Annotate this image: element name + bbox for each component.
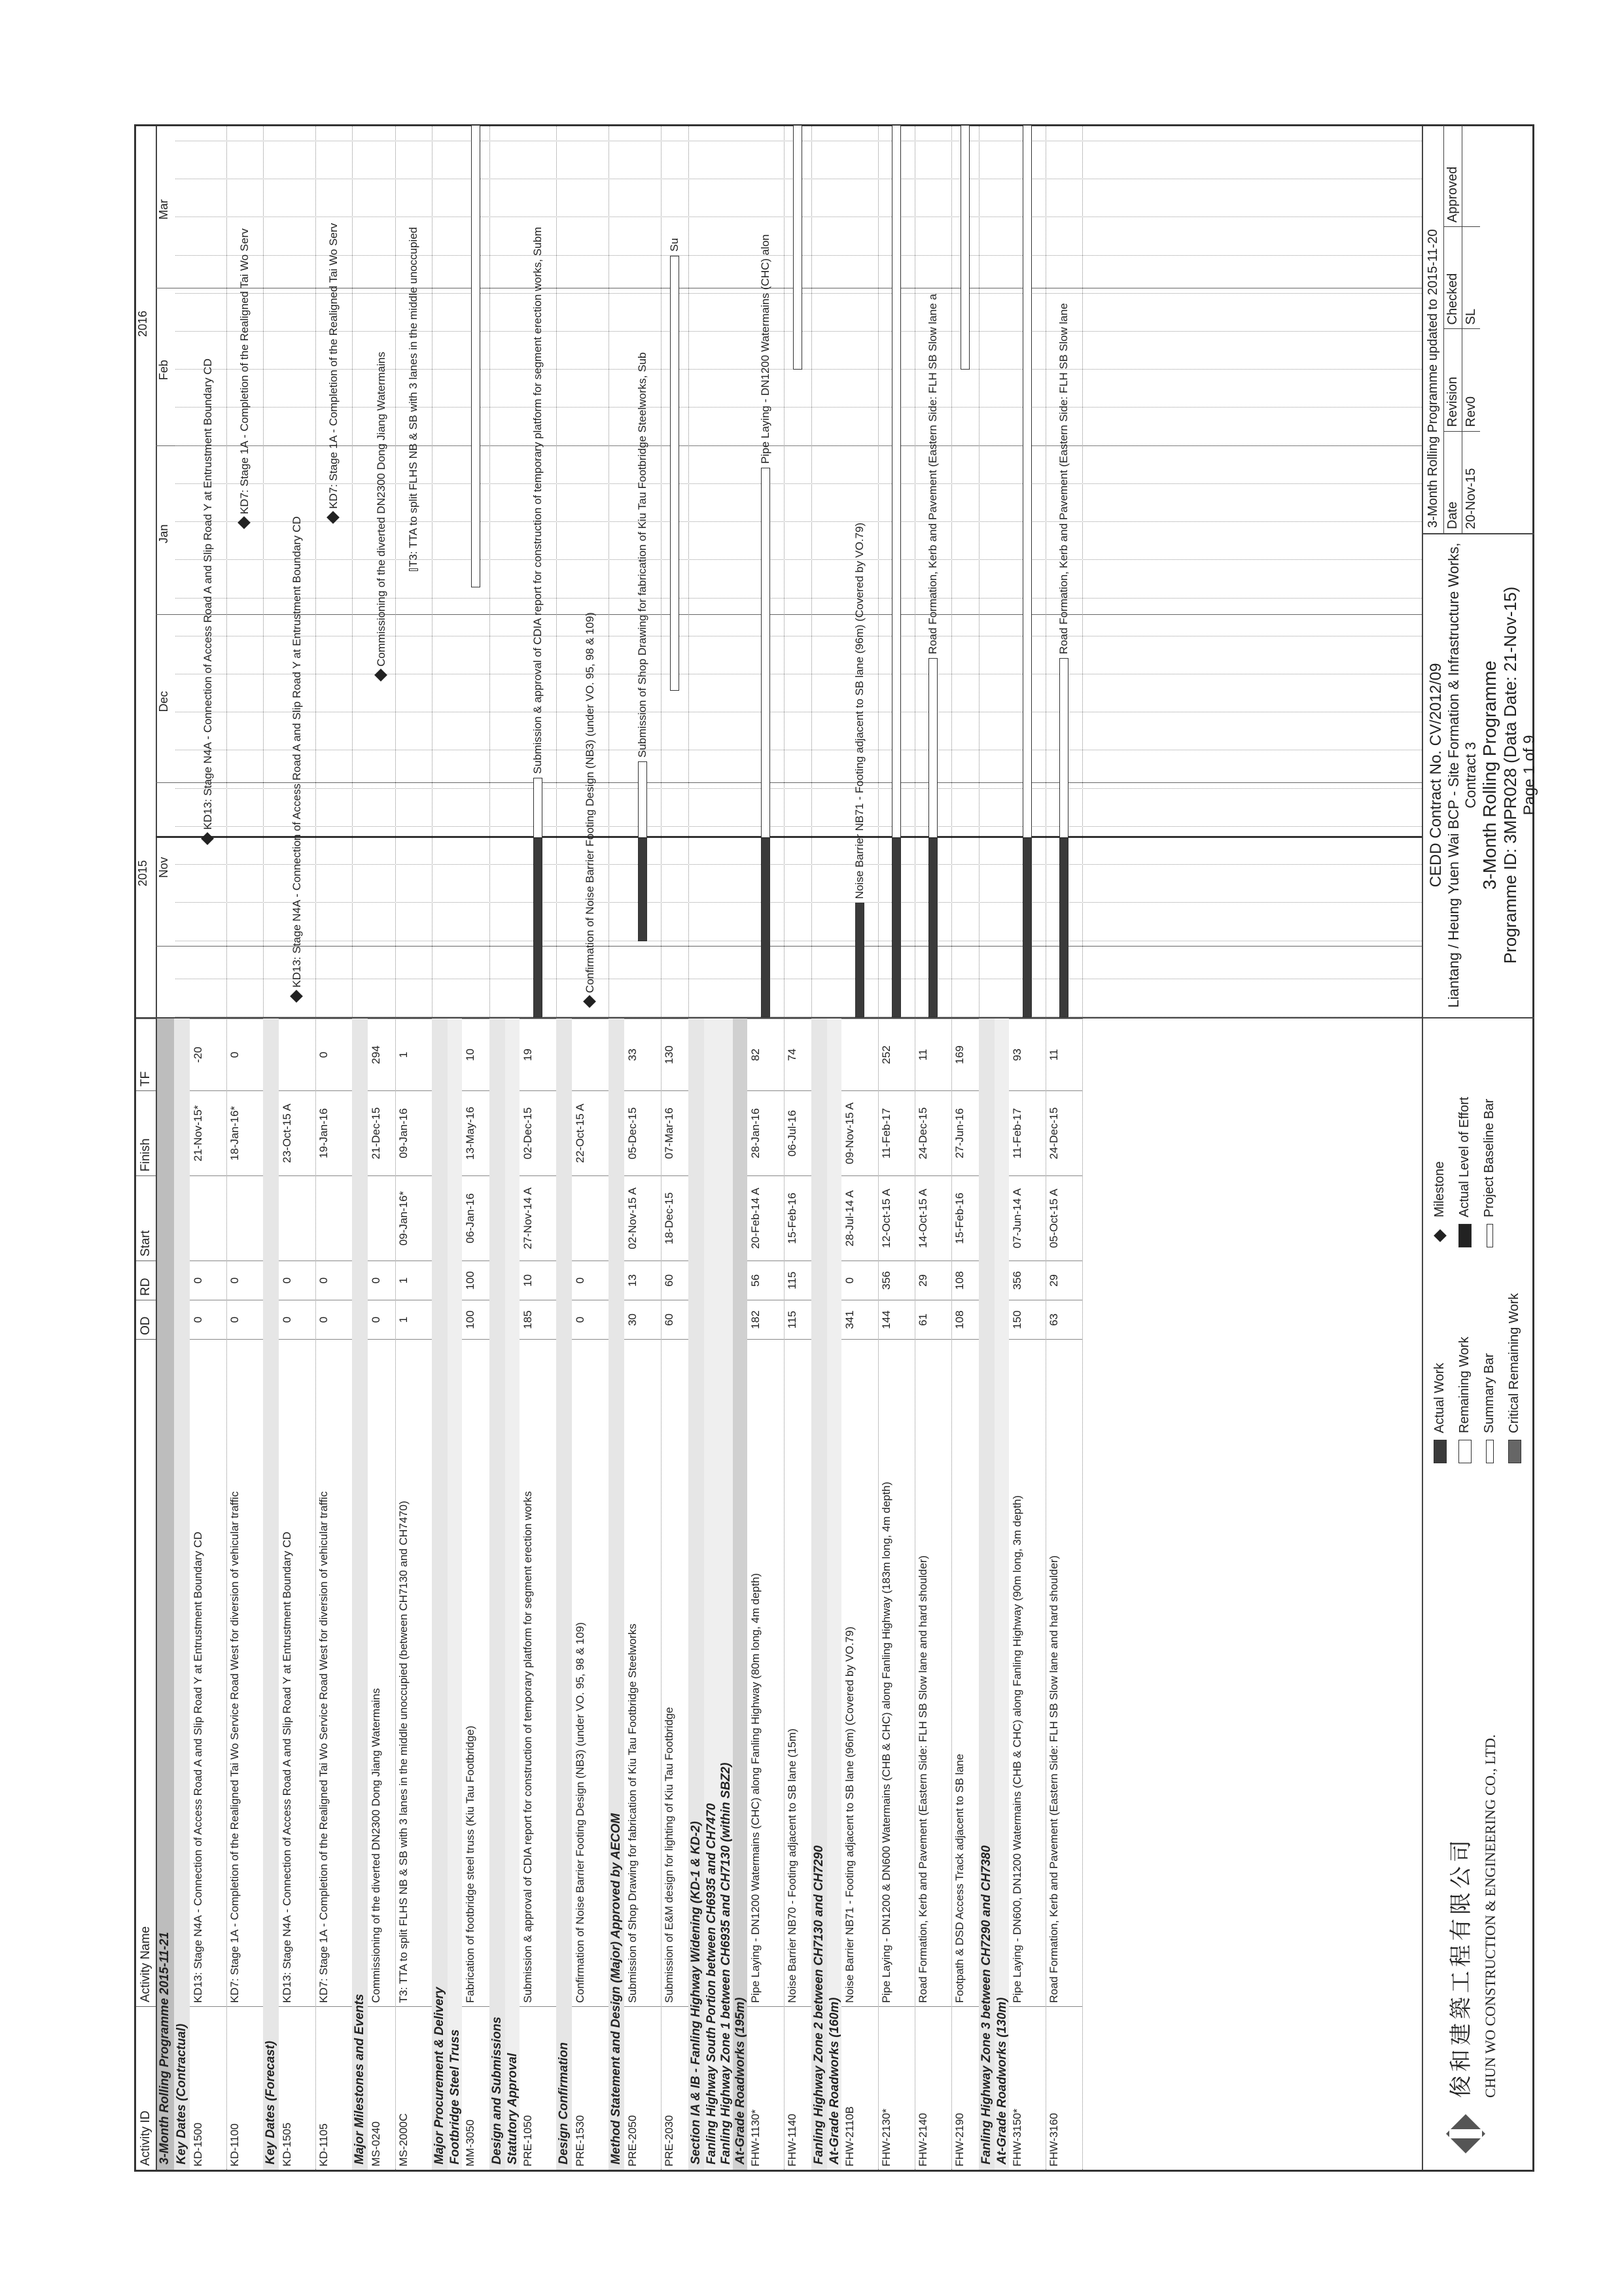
cell-rd: 60 [661,1261,688,1300]
milestone-marker [201,832,214,845]
legend-label: Summary Bar [1482,1353,1496,1433]
legend-item [1507,1293,1522,1463]
cell-finish: 27-Jun-16 [951,1090,979,1175]
col-start: Start [136,1175,156,1261]
rev-revision: Rev0 [1462,329,1480,431]
cell-tf: 11 [1046,1018,1082,1090]
section-band: Design and Submissions [489,1018,505,2170]
cell-start: 15-Feb-16 [784,1175,811,1261]
cell-rd: 56 [747,1261,784,1300]
cell-tf: 11 [915,1018,951,1090]
table-row [520,1018,556,2170]
col-rd: RD [136,1261,156,1300]
cell-rd: 0 [368,1261,395,1300]
milestone-marker [238,516,251,529]
cell-start: 27-Nov-14 A [520,1175,556,1261]
programme-id: Programme ID: 3MPR028 (Data Date: 21-Nov-15) [1500,586,1520,964]
table-row [462,1018,489,2170]
legend-swatch [1434,1440,1447,1463]
cell-name: Fabrication of footbridge steel truss (Kiu Tau Footbridge) [462,1339,489,2006]
legend-label: Milestone [1432,1161,1447,1217]
table-row [368,1018,395,2170]
cell-rd: 115 [784,1261,811,1300]
bar-annotation: KD13: Stage N4A - Connection of Access Road A and Slip Road Y at Entrustment Boundary CD [291,516,303,988]
remaining-work-bar [1023,125,1032,838]
cell-tf: 33 [624,1018,661,1090]
legend-item [1457,1097,1472,1247]
cell-id: FHW-2130* [878,2006,915,2170]
legend-swatch [1458,1440,1472,1463]
milestone-marker [290,990,303,1003]
cell-name: Noise Barrier NB70 - Footing adjacent to SB lane (15m) [784,1339,811,2006]
milestone-icon [1434,1229,1447,1242]
cell-name: Pipe Laying - DN600, DN1200 Watermains (CHB & CHC) along Fanling Highway (90m long, 3m depth) [1009,1339,1046,2006]
cell-finish: 28-Jan-16 [747,1090,784,1175]
remaining-work-bar [761,468,770,838]
table-row [747,1018,784,2170]
col-finish: Finish [136,1090,156,1175]
cell-name: Road Formation, Kerb and Pavement (Eastern Side: FLH SB Slow lane and hard shoulder) [1046,1339,1082,2006]
cell-name: KD13: Stage N4A - Connection of Access Road A and Slip Road Y at Entrustment Boundary CD [190,1339,226,2006]
week-gridline [175,521,1422,522]
rev-h-revision: Revision [1444,329,1462,431]
cell-finish: 22-Oct-15 A [572,1090,609,1175]
actual-work-bar [928,838,938,1017]
cell-tf: 1 [395,1018,432,1090]
cell-finish: 06-Jul-16 [784,1090,811,1175]
cell-tf: -20 [190,1018,226,1090]
week-gridline [175,864,1422,865]
rev-h-checked: Checked [1444,226,1462,328]
company-logo [1443,2111,1489,2157]
actual-work-bar [892,838,901,1017]
legend-swatch [1458,1224,1472,1247]
section-band: Fanling Highway Zone 3 between CH7290 and CH7380 [979,1018,995,2170]
cell-od: 144 [878,1300,915,1339]
cell-name: Confirmation of Noise Barrier Footing Design (NB3) (under VO. 95, 98 & 109) [572,1339,609,2006]
cell-start: 12-Oct-15 A [878,1175,915,1261]
legend-label: Actual Level of Effort [1457,1096,1472,1217]
table-row [1046,1018,1082,2170]
cell-tf [572,1018,609,1090]
cell-start: 09-Jan-16* [395,1175,432,1261]
section-band: Fanling Highway Zone 2 between CH7130 and CH7290 [811,1018,827,2170]
actual-work-bar [761,838,770,1017]
table-row [315,1018,352,2170]
cell-tf: 74 [784,1018,811,1090]
week-gridline [175,788,1422,789]
cell-start [572,1175,609,1261]
month-gridline [156,614,1422,615]
cell-tf: 82 [747,1018,784,1090]
cell-od: 100 [462,1300,489,1339]
cell-tf: 169 [951,1018,979,1090]
cell-name: KD7: Stage 1A - Completion of the Realigned Tai Wo Service Road West for diversion of vehicular traffic [226,1339,263,2006]
col-activity-id: Activity ID [136,2006,156,2170]
cell-rd: 356 [1009,1261,1046,1300]
cell-finish: 09-Nov-15 A [841,1090,878,1175]
remaining-work-bar [409,568,418,571]
col-tf: TF [136,1018,156,1090]
cell-tf [279,1018,315,1090]
section-band: At-Grade Roadworks (160m) [827,1018,841,2170]
table-row [395,1018,432,2170]
legend-item [1432,1363,1447,1463]
section-band: Key Dates (Contractual) [174,1018,190,2170]
remaining-work-bar [670,256,679,691]
cell-od: 341 [841,1300,878,1339]
cell-name: Commissioning of the diverted DN2300 Dong Jiang Watermains [368,1339,395,2006]
cell-tf [841,1018,878,1090]
table-row [190,1018,226,2170]
actual-work-bar [855,903,864,1017]
section-band: Method Statement and Design (Major) Approved by AECOM [609,1018,624,2170]
bar-annotation: T3: TTA to split FLHS NB & SB with 3 lanes in the middle unoccupied [407,226,419,567]
rev-h-approved: Approved [1445,166,1460,223]
actual-work-bar [638,838,647,941]
cell-finish: 18-Jan-16* [226,1090,263,1175]
section-band: Section IA & IB - Fanling Highway Widening (KD-1 & KD-2) [688,1018,704,2170]
revision-row [1462,125,1480,533]
cell-rd: 0 [572,1261,609,1300]
cell-rd: 100 [462,1261,489,1300]
actual-work-bar [1059,838,1068,1017]
section-band: At-Grade Roadworks (195m) [733,1018,747,2170]
cell-finish: 24-Dec-15 [915,1090,951,1175]
cell-tf: 130 [661,1018,688,1090]
cell-id: MS-2000C [395,2006,432,2170]
cell-rd: 0 [841,1261,878,1300]
table-row [841,1018,878,2170]
cell-od: 182 [747,1300,784,1339]
cell-od: 115 [784,1300,811,1339]
milestone-marker [374,669,387,682]
cell-rd: 356 [878,1261,915,1300]
cell-id: FHW-3150* [1009,2006,1046,2170]
programme-frame [134,124,1538,2172]
year-2015: 2015 [136,860,149,886]
cell-tf: 19 [520,1018,556,1090]
bar-annotation: Submission & approval of CDIA report for construction of temporary platform for segment erection works, Subm [531,226,544,774]
bar-annotation: Su [668,237,680,252]
section-band: At-Grade Roadworks (130m) [995,1018,1009,2170]
table-row [951,1018,979,2170]
cell-finish: 21-Dec-15 [368,1090,395,1175]
cell-name: Submission of Shop Drawing for fabrication of Kiu Tau Footbridge Steelworks [624,1339,661,2006]
cell-od: 150 [1009,1300,1046,1339]
year-2016: 2016 [136,310,149,337]
cell-id: FHW-2110B [841,2006,878,2170]
section-band: 3-Month Rolling Programme 2015-11-21 [157,1018,174,2170]
cell-rd: 0 [315,1261,352,1300]
actual-work-bar [1023,838,1032,1017]
cell-name: Footpath & DSD Access Track adjacent to SB lane [951,1339,979,2006]
cell-od: 63 [1046,1300,1082,1339]
cell-finish: 07-Mar-16 [661,1090,688,1175]
cell-finish: 24-Dec-15 [1046,1090,1082,1175]
remaining-work-bar [793,125,802,370]
remaining-work-bar [471,125,480,587]
cell-id: FHW-2140 [915,2006,951,2170]
cell-name: Pipe Laying - DN1200 Watermains (CHC) along Fanling Highway (80m long, 4m depth) [747,1339,784,2006]
legend-item [1457,1337,1472,1463]
table-row [1009,1018,1046,2170]
legend-label: Remaining Work [1457,1336,1472,1433]
month-gridline [156,946,1422,947]
cell-finish: 21-Nov-15* [190,1090,226,1175]
section-band: Major Milestones and Events [352,1018,368,2170]
bar-annotation: Submission of Shop Drawing for fabrication of Kiu Tau Footbridge Steelworks, Sub [636,352,648,758]
contract-sub: Contract 3 [1462,742,1479,809]
cell-od: 0 [572,1300,609,1339]
cell-od: 0 [279,1300,315,1339]
cell-rd: 29 [1046,1261,1082,1300]
remaining-work-bar [961,125,970,370]
contract-number: CEDD Contract No. CV/2012/09 [1427,663,1445,888]
cell-od: 61 [915,1300,951,1339]
section-band: Footbridge Steel Truss [448,1018,462,2170]
cell-id: KD-1505 [279,2006,315,2170]
bar-annotation: Commissioning of the diverted DN2300 Dong Jiang Watermains [375,351,387,667]
cell-rd: 108 [951,1261,979,1300]
rev-h-date: Date [1444,431,1462,533]
cell-name: Road Formation, Kerb and Pavement (Eastern Side: FLH SB Slow lane and hard shoulder) [915,1339,951,2006]
cell-finish: 09-Jan-16 [395,1090,432,1175]
cell-finish: 02-Dec-15 [520,1090,556,1175]
cell-tf: 0 [226,1018,263,1090]
legend-item [1432,1161,1447,1247]
cell-tf: 294 [368,1018,395,1090]
legend-swatch [1508,1440,1521,1463]
rev-checked: SL [1462,226,1480,328]
rev-approved [1462,125,1480,226]
remaining-work-bar [1059,658,1068,837]
page-number: Page 1 of 9 [1521,735,1538,816]
cell-id: PRE-1530 [572,2006,609,2170]
revision-title: 3-Month Rolling Programme updated to 2015-11-20 [1423,125,1444,533]
revision-block [1423,125,1534,534]
company-english-name: CHUN WO CONSTRUCTION & ENGINEERING CO., LTD. [1482,1734,1498,2098]
cell-start: 20-Feb-14 A [747,1175,784,1261]
section-band: Fanling Highway Zone 1 between CH6935 and CH7130 (within SBZ2) [718,1018,733,2170]
cell-start: 07-Jun-14 A [1009,1175,1046,1261]
col-od: OD [136,1300,156,1339]
legend-label: Actual Work [1432,1363,1447,1433]
cell-rd: 10 [520,1261,556,1300]
month-label: Feb [157,360,170,381]
contract-block [1423,533,1538,1018]
legend-item [1482,1099,1497,1247]
cell-start: 02-Nov-15 A [624,1175,661,1261]
contract-title: Liantang / Heung Yuen Wai BCP - Site Formation & Infrastructure Works, [1445,542,1462,1008]
cell-rd: 0 [190,1261,226,1300]
legend-swatch [1487,1224,1493,1247]
table-row [226,1018,263,2170]
rev-date: 20-Nov-15 [1462,431,1480,533]
table-row [624,1018,661,2170]
cell-id: MM-3050 [462,2006,489,2170]
cell-start: 15-Feb-16 [951,1175,979,1261]
remaining-work-bar [533,778,542,837]
legend-label: Project Baseline Bar [1482,1098,1496,1217]
week-gridline [175,445,1422,446]
legend-swatch [1486,1440,1494,1463]
cell-id: KD-1500 [190,2006,226,2170]
cell-start: 14-Oct-15 A [915,1175,951,1261]
revision-header-row [1444,125,1462,533]
remaining-work-bar [892,125,901,838]
cell-finish: 13-May-16 [462,1090,489,1175]
section-band: Design Confirmation [556,1018,572,2170]
bar-annotation: Road Formation, Kerb and Pavement (Eastern Side: FLH SB Slow lane [1057,303,1070,655]
cell-id: FHW-3160 [1046,2006,1082,2170]
cell-finish: 23-Oct-15 A [279,1090,315,1175]
cell-finish: 19-Jan-16 [315,1090,352,1175]
bar-annotation: Confirmation of Noise Barrier Footing Design (NB3) (under VO. 95, 98 & 109) [584,612,596,994]
table-row [878,1018,915,2170]
bar-annotation: Noise Barrier NB71 - Footing adjacent to SB lane (96m) (Covered by VO.79) [853,522,866,899]
cell-tf: 93 [1009,1018,1046,1090]
table-row [279,1018,315,2170]
table-row [784,1018,811,2170]
cell-start [190,1175,226,1261]
cell-name: KD13: Stage N4A - Connection of Access Road A and Slip Road Y at Entrustment Boundary CD [279,1339,315,2006]
cell-od: 108 [951,1300,979,1339]
cell-id: KD-1100 [226,2006,263,2170]
cell-id: PRE-2030 [661,2006,688,2170]
cell-od: 0 [190,1300,226,1339]
cell-name: T3: TTA to split FLHS NB & SB with 3 lanes in the middle unoccupied (between CH7130 and CH7470) [395,1339,432,2006]
col-activity-name: Activity Name [136,1339,156,2006]
cell-start [315,1175,352,1261]
cell-start: 05-Oct-15 A [1046,1175,1082,1261]
cell-rd: 0 [279,1261,315,1300]
week-gridline [175,826,1422,827]
cell-start [226,1175,263,1261]
cell-name: Submission & approval of CDIA report for construction of temporary platform for segment erection works [520,1339,556,2006]
cell-rd: 13 [624,1261,661,1300]
section-band: Fanling Highway South Portion between CH6935 and CH7470 [704,1018,718,2170]
cell-start [279,1175,315,1261]
table-row [661,1018,688,2170]
cell-name: Noise Barrier NB71 - Footing adjacent to SB lane (96m) (Covered by VO.79) [841,1339,878,2006]
milestone-marker [583,995,596,1008]
cell-finish: 11-Feb-17 [1009,1090,1046,1175]
remaining-work-bar [638,761,647,837]
company-chinese-name: 俊和建築工程有限公司 [1448,1836,1474,2098]
cell-od: 1 [395,1300,432,1339]
bar-annotation: KD7: Stage 1A - Completion of the Realigned Tai Wo Serv [327,222,340,509]
gantt-chart [136,125,1422,1018]
week-gridline [175,598,1422,599]
cell-start: 28-Jul-14 A [841,1175,878,1261]
week-gridline [175,483,1422,484]
cell-od: 60 [661,1300,688,1339]
cell-od: 185 [520,1300,556,1339]
cell-id: MS-0240 [368,2006,395,2170]
cell-finish: 05-Dec-15 [624,1090,661,1175]
cell-rd: 1 [395,1261,432,1300]
cell-name: Submission of E&M design for lighting of Kiu Tau Footbridge [661,1339,688,2006]
cell-start: 18-Dec-15 [661,1175,688,1261]
month-label: Jan [157,524,170,544]
cell-id: FHW-2190 [951,2006,979,2170]
programme-name: 3-Month Rolling Programme [1479,660,1500,890]
cell-finish: 11-Feb-17 [878,1090,915,1175]
legend-item [1482,1353,1497,1463]
legend-area [1422,126,1538,2170]
cell-name: Pipe Laying - DN1200 & DN600 Watermains (CHB & CHC) along Fanling Highway (183m long, 4m depth) [878,1339,915,2006]
cell-od: 0 [226,1300,263,1339]
cell-name: KD7: Stage 1A - Completion of the Realigned Tai Wo Service Road West for diversion of vehicular traffic [315,1339,352,2006]
bar-annotation: KD7: Stage 1A - Completion of the Realigned Tai Wo Serv [238,228,251,515]
week-gridline [175,902,1422,903]
table-row [915,1018,951,2170]
table-row [572,1018,609,2170]
cell-od: 0 [315,1300,352,1339]
data-date-line [156,836,1422,838]
week-gridline [175,559,1422,560]
section-band: Major Procurement & Delivery [432,1018,448,2170]
cell-start [368,1175,395,1261]
cell-od: 30 [624,1300,661,1339]
remaining-work-bar [928,658,938,837]
cell-start: 06-Jan-16 [462,1175,489,1261]
bar-annotation: Road Formation, Kerb and Pavement (Eastern Side: FLH SB Slow lane a [927,294,939,655]
cell-id: FHW-1140 [784,2006,811,2170]
cell-tf: 10 [462,1018,489,1090]
cell-id: PRE-1050 [520,2006,556,2170]
month-label: Dec [157,691,170,712]
cell-id: KD-1105 [315,2006,352,2170]
cell-rd: 29 [915,1261,951,1300]
cell-od: 0 [368,1300,395,1339]
month-gridline [156,782,1422,783]
cell-tf: 252 [878,1018,915,1090]
cell-id: PRE-2050 [624,2006,661,2170]
section-band: Key Dates (Forecast) [263,1018,279,2170]
cell-tf: 0 [315,1018,352,1090]
section-band: Statutory Approval [505,1018,520,2170]
month-label: Nov [157,857,170,878]
month-label: Mar [157,199,170,220]
cell-rd: 0 [226,1261,263,1300]
legend-label: Critical Remaining Work [1507,1293,1521,1433]
bar-annotation: KD13: Stage N4A - Connection of Access Road A and Slip Road Y at Entrustment Boundary CD [202,358,214,830]
cell-id: FHW-1130* [747,2006,784,2170]
actual-work-bar [533,838,542,1017]
bar-annotation: Pipe Laying - DN1200 Watermains (CHC) alon [759,234,771,464]
